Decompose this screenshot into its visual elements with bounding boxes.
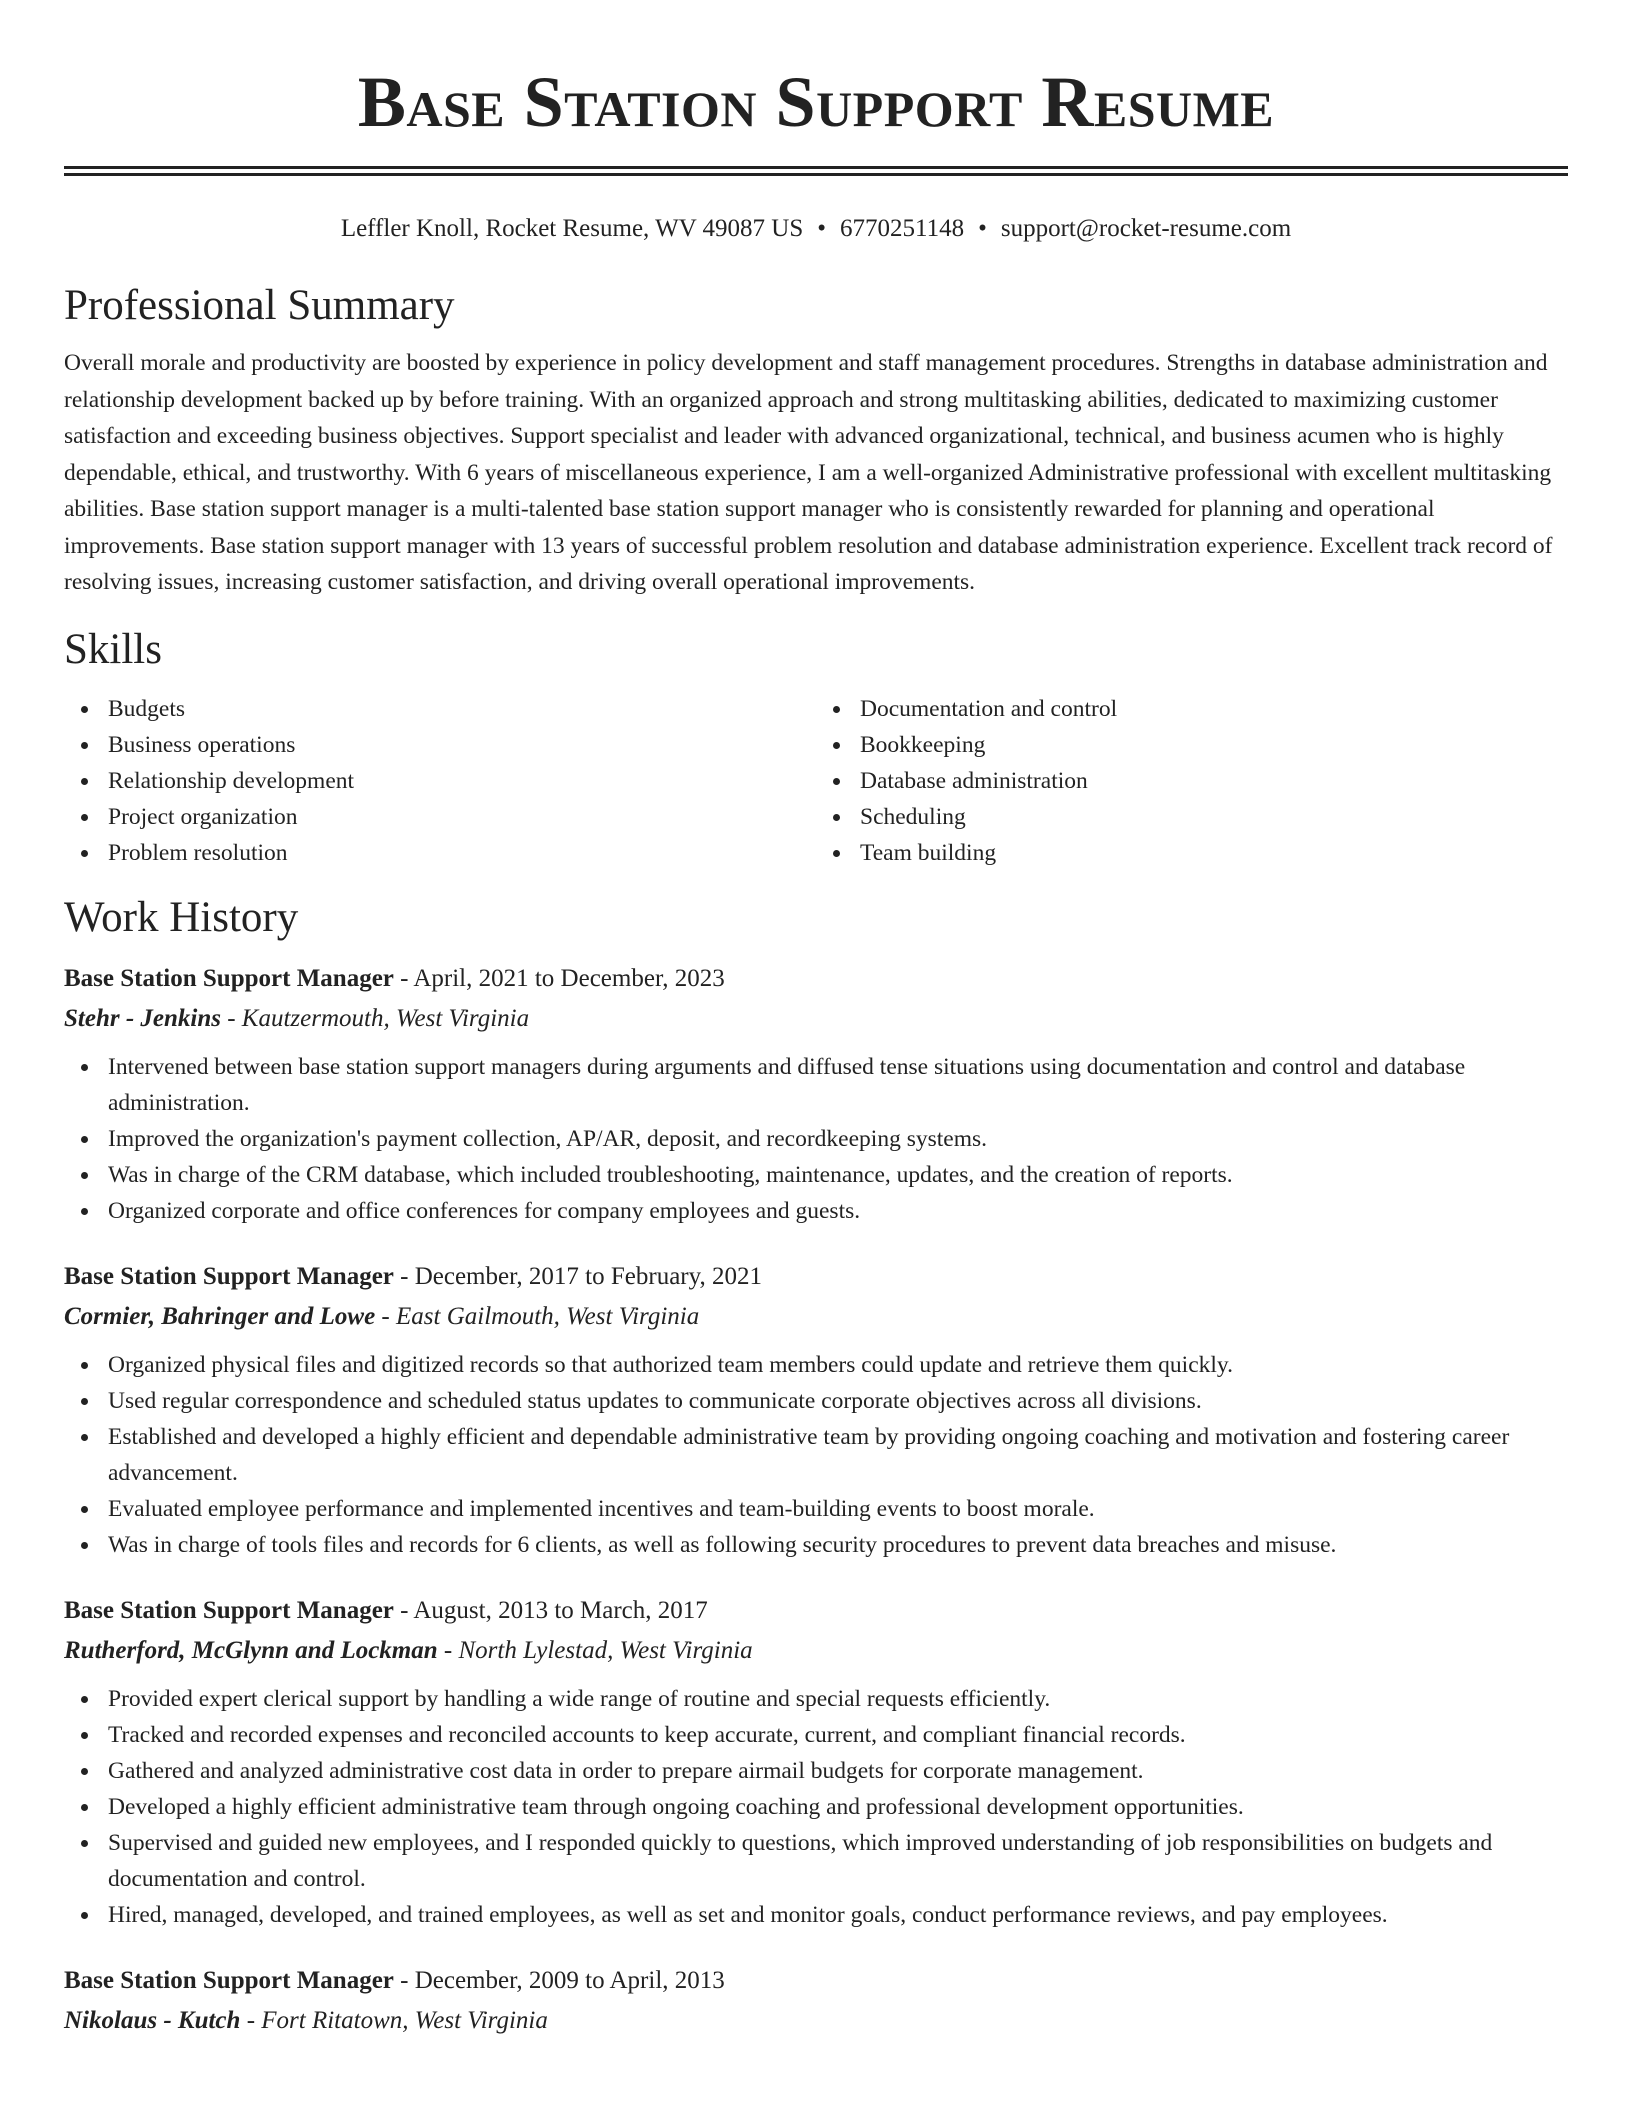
skills-heading: Skills (64, 625, 162, 673)
job-bullet: Organized physical files and digitized records so that authorized team members could update and retrieve them quickly. (64, 1347, 1568, 1383)
job-bullet: Developed a highly efficient administrative team through ongoing coaching and professional development opportunities. (64, 1789, 1568, 1825)
skill-item: Database administration (816, 763, 1568, 799)
job-entry (64, 1257, 1568, 1563)
job-title-line (64, 1591, 1568, 1631)
job-entry (64, 1961, 1568, 2041)
resume-title: Base Station Support Resume (357, 62, 1275, 142)
job-bullet: Was in charge of the CRM database, which included troubleshooting, maintenance, updates, and the creation of reports. (64, 1157, 1568, 1193)
contact-address: Leffler Knoll, Rocket Resume, WV 49087 US (340, 215, 804, 242)
job-title-line (64, 1257, 1568, 1297)
company-name: Stehr - Jenkins (64, 1004, 221, 1032)
contact-separator: • (817, 215, 827, 242)
company-line (64, 2001, 1568, 2041)
job-bullet: Tracked and recorded expenses and reconciled accounts to keep accurate, current, and compliant financial records. (64, 1717, 1568, 1753)
job-title: Base Station Support Manager (64, 1262, 394, 1290)
job-title-line (64, 1961, 1568, 2001)
job-bullets (64, 1681, 1568, 1933)
job-dates: - April, 2021 to December, 2023 (393, 964, 725, 992)
job-title: Base Station Support Manager (64, 964, 394, 992)
job-bullets (64, 1049, 1568, 1229)
skill-item: Team building (816, 835, 1568, 871)
job-dates: - August, 2013 to March, 2017 (393, 1596, 708, 1624)
skills-column-right (816, 691, 1568, 871)
company-name: Nikolaus - Kutch (64, 2006, 241, 2034)
title-divider (64, 166, 1568, 176)
skill-item: Relationship development (64, 763, 816, 799)
company-name: Cormier, Bahringer and Lowe (64, 1302, 376, 1330)
skills-section (64, 625, 1568, 871)
company-line (64, 999, 1568, 1039)
company-line (64, 1631, 1568, 1671)
job-bullet: Supervised and guided new employees, and I responded quickly to questions, which improved understanding of job responsibilities on budgets and documentation and control. (64, 1825, 1568, 1897)
skill-item: Business operations (64, 727, 816, 763)
job-bullet: Provided expert clerical support by handling a wide range of routine and special requests efficiently. (64, 1681, 1568, 1717)
company-name: Rutherford, McGlynn and Lockman (64, 1636, 438, 1664)
job-bullet: Gathered and analyzed administrative cost data in order to prepare airmail budgets for corporate management. (64, 1753, 1568, 1789)
job-entry (64, 959, 1568, 1229)
company-location: - East Gailmouth, West Virginia (375, 1302, 700, 1330)
skill-item: Documentation and control (816, 691, 1568, 727)
skill-item: Budgets (64, 691, 816, 727)
summary-heading: Professional Summary (64, 282, 455, 329)
job-bullet: Intervened between base station support managers during arguments and diffused tense situations using documentation and control and database administration. (64, 1049, 1568, 1121)
job-bullet: Evaluated employee performance and implemented incentives and team-building events to boost morale. (64, 1491, 1568, 1527)
job-title: Base Station Support Manager (64, 1596, 394, 1624)
contact-separator: • (978, 215, 987, 242)
professional-summary-section (64, 281, 1568, 601)
job-bullet: Was in charge of tools files and records for 6 clients, as well as following security procedures to prevent data breaches and misuse. (64, 1527, 1568, 1563)
job-dates: - December, 2017 to February, 2021 (393, 1262, 762, 1290)
skills-grid (64, 691, 1568, 871)
skill-item: Scheduling (816, 799, 1568, 835)
contact-email: support@rocket-resume.com (1000, 215, 1292, 242)
job-bullet: Used regular correspondence and scheduled status updates to communicate corporate objectives across all divisions. (64, 1383, 1568, 1419)
job-bullet: Hired, managed, developed, and trained employees, as well as set and monitor goals, conduct performance reviews, and pay employees. (64, 1897, 1568, 1933)
job-title: Base Station Support Manager (64, 1966, 394, 1994)
work-history-section (64, 893, 1568, 2041)
skill-item: Problem resolution (64, 835, 816, 871)
company-location: - Fort Ritatown, West Virginia (240, 2006, 548, 2034)
company-line (64, 1297, 1568, 1337)
contact-phone: 6770251148 (840, 215, 965, 242)
skills-column-left (64, 691, 816, 871)
company-location: - Kautzermouth, West Virginia (220, 1004, 530, 1032)
company-location: - North Lylestad, West Virginia (437, 1636, 753, 1664)
contact-line (64, 213, 1568, 245)
skill-item: Project organization (64, 799, 816, 835)
job-entry (64, 1591, 1568, 1933)
job-bullet: Improved the organization's payment collection, AP/AR, deposit, and recordkeeping systems. (64, 1121, 1568, 1157)
job-dates: - December, 2009 to April, 2013 (393, 1966, 725, 1994)
job-bullets (64, 1347, 1568, 1563)
work-history-heading: Work History (64, 893, 299, 941)
job-bullet: Organized corporate and office conferences for company employees and guests. (64, 1193, 1568, 1229)
summary-text: Overall morale and productivity are boosted by experience in policy development and staff management procedures. Strengths in database administration and relationship development backed up by before training. With an organized approach and strong multitasking abilities, dedicated to maximizing customer satisfaction and exceeding business objectives. Support specialist and leader with advanced organizational, technical, and business acumen who is highly dependable, ethical, and trustworthy. With 6 years of miscellaneous experience, I am a well-organized Administrative professional with excellent multitasking abilities. Base station support manager is a multi-talented base station support manager who is consistently rewarded for planning and operational improvements. Base station support manager with 13 years of successful problem resolution and database administration experience. Excellent track record of resolving issues, increasing customer satisfaction, and driving overall operational improvements. (64, 350, 1553, 595)
job-title-line (64, 959, 1568, 999)
job-bullet: Established and developed a highly efficient and dependable administrative team by providing ongoing coaching and motivation and fostering career advancement. (64, 1419, 1568, 1491)
skill-item: Bookkeeping (816, 727, 1568, 763)
